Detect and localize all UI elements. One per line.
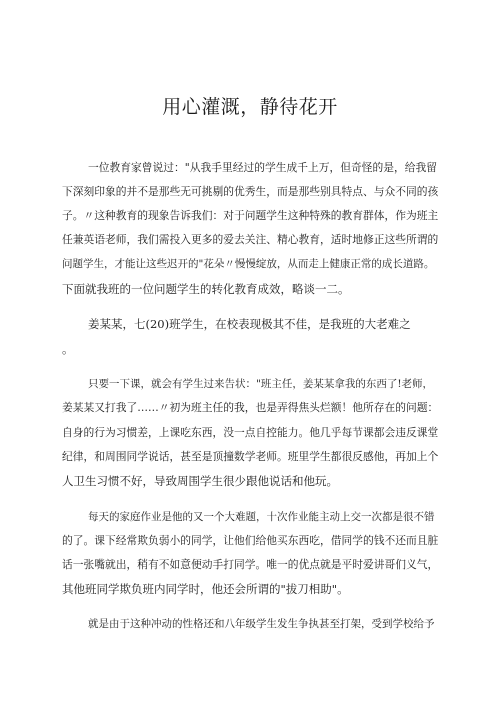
paragraph-line: 纪律，和周围同学说话，甚至是顶撞数学老师。班里学生都很反感他，再加上个 — [62, 450, 439, 463]
paragraph-line: 姜某某又打我了……〃初为班主任的我，也是弄得焦头烂额！他所存在的问题： — [62, 401, 439, 414]
paragraph-line: 下面就我班的一位问题学生的转化教育成效，略谈一二。 — [62, 282, 350, 296]
document-title: 用心灌溉，静待花开 — [162, 96, 338, 118]
paragraph-line: 。 — [62, 342, 74, 356]
paragraph-line: 姜某某，七(20)班学生，在校表现极其不佳，是我班的大老难之 — [88, 317, 411, 331]
paragraph-line: 自身的行为习惯差，上课吃东西，没一点自控能力。他几乎每节课都会违反课堂 — [62, 426, 439, 439]
paragraph-line: 只要一下课，就会有学生过来告状："班主任，姜某某拿我的东西了!老师， — [88, 378, 434, 390]
paragraph-line: 子。〃这种教育的现象告诉我们：对于问题学生这种特殊的教育群体，作为班主 — [62, 209, 439, 222]
paragraph-line: 一位教育家曾说过："从我手里经过的学生成千上万，但奇怪的是，给我留 — [88, 161, 437, 174]
paragraph-line: 每天的家庭作业是他的又一个大难题，十次作业能主动上交一次都是很不错 — [88, 511, 435, 523]
paragraph-line: 任兼英语老师，我们需投入更多的爱去关注、精心教育，适时地修正这些所谓的 — [62, 233, 439, 246]
paragraph-line: 其他班同学欺负班内同学时，他还会所谓的"拔刀相助"。 — [62, 582, 349, 596]
paragraph-line: 下深刻印象的并不是那些无可挑剔的优秀生，而是那些别具特点、与众不同的孩 — [62, 185, 439, 198]
paragraph-line: 的了。课下经常欺负弱小的同学，让他们给他买东西吃，借同学的钱不还而且脏 — [62, 534, 439, 547]
paragraph-line: 人卫生习惯不好，导致周围学生很少跟他说话和他玩。 — [62, 474, 338, 488]
paragraph-line: 就是由于这种冲动的性格还和八年级学生发生争执甚至打架，受到学校给予 — [88, 618, 435, 630]
paragraph-line: 问题学生，才能让这些迟开的"花朵〃慢慢绽放，从而走上健康正常的成长道路。 — [62, 258, 435, 270]
paragraph-line: 话一张嘴就出，稍有不如意便动手打同学。唯一的优点就是平时爱讲哥们义气， — [62, 558, 439, 571]
